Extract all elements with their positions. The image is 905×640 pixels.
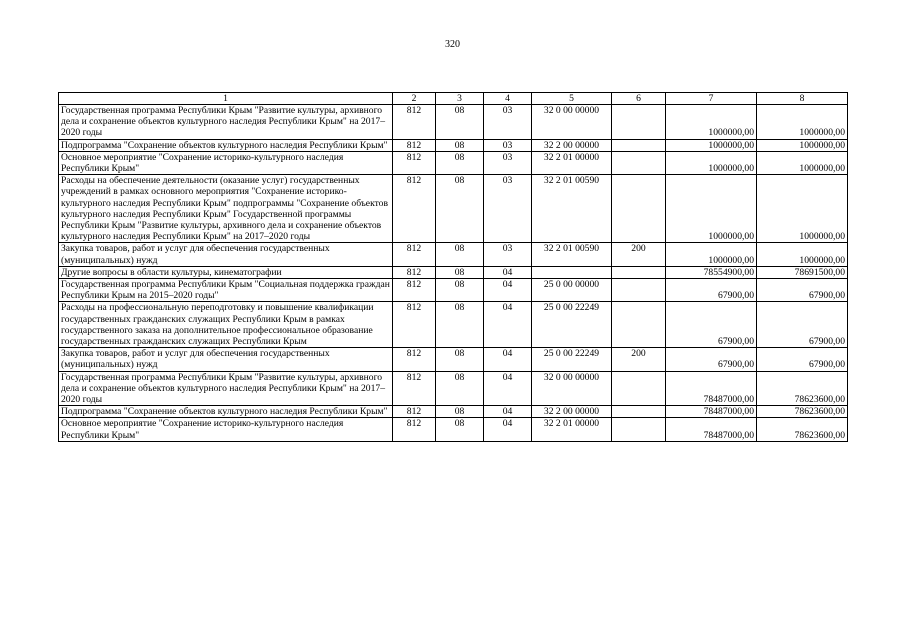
section-code-cell: 08 — [436, 243, 484, 266]
ministry-code-cell: 812 — [393, 418, 436, 441]
target-article-cell: 32 2 00 00000 — [532, 139, 612, 151]
expense-type-cell — [612, 406, 666, 418]
table-row — [59, 348, 848, 371]
amount-year1-cell: 78487000,00 — [666, 418, 757, 441]
section-code-cell: 08 — [436, 302, 484, 348]
amount-year1-cell: 1000000,00 — [666, 139, 757, 151]
ministry-code-cell: 812 — [393, 105, 436, 140]
target-article-cell — [532, 266, 612, 278]
row-name-cell: Основное мероприятие "Сохранение историко-культурного наследия Республики Крым" — [59, 418, 393, 441]
header-cell: 6 — [612, 93, 666, 105]
amount-year2-cell: 1000000,00 — [757, 243, 848, 266]
target-article-cell: 32 2 01 00590 — [532, 175, 612, 243]
amount-year2-cell: 67900,00 — [757, 279, 848, 302]
target-article-cell: 32 2 01 00000 — [532, 151, 612, 174]
row-name-cell: Закупка товаров, работ и услуг для обеспечения государственных (муниципальных) нужд — [59, 243, 393, 266]
amount-year2-cell: 78623600,00 — [757, 371, 848, 406]
header-cell: 1 — [59, 93, 393, 105]
row-name-cell: Государственная программа Республики Крым "Развитие культуры, архивного дела и сохранение объектов культурного наследия Республики Крым" на 2017–2020 годы — [59, 371, 393, 406]
amount-year2-cell: 1000000,00 — [757, 105, 848, 140]
expense-type-cell: 200 — [612, 348, 666, 371]
subsection-code-cell: 04 — [484, 302, 532, 348]
ministry-code-cell: 812 — [393, 266, 436, 278]
target-article-cell: 32 0 00 00000 — [532, 105, 612, 140]
subsection-code-cell: 03 — [484, 139, 532, 151]
expense-type-cell — [612, 175, 666, 243]
section-code-cell: 08 — [436, 371, 484, 406]
section-code-cell: 08 — [436, 151, 484, 174]
header-cell: 2 — [393, 93, 436, 105]
header-cell: 3 — [436, 93, 484, 105]
amount-year2-cell: 67900,00 — [757, 348, 848, 371]
row-name-cell: Подпрограмма "Сохранение объектов культурного наследия Республики Крым" — [59, 406, 393, 418]
ministry-code-cell: 812 — [393, 139, 436, 151]
subsection-code-cell: 04 — [484, 418, 532, 441]
section-code-cell: 08 — [436, 418, 484, 441]
table-row — [59, 105, 848, 140]
subsection-code-cell: 03 — [484, 175, 532, 243]
expense-type-cell — [612, 302, 666, 348]
target-article-cell: 25 0 00 22249 — [532, 302, 612, 348]
budget-table — [58, 92, 848, 442]
amount-year1-cell: 78554900,00 — [666, 266, 757, 278]
subsection-code-cell: 03 — [484, 243, 532, 266]
row-name-cell: Расходы на профессиональную переподготовку и повышение квалификации государственных гражданских служащих Республики Крым в рамках государственного заказа на дополнительное профессиональное образование государственных гражданских служащих Республики Крым — [59, 302, 393, 348]
expense-type-cell — [612, 139, 666, 151]
expense-type-cell — [612, 371, 666, 406]
ministry-code-cell: 812 — [393, 151, 436, 174]
section-code-cell: 08 — [436, 406, 484, 418]
row-name-cell: Другие вопросы в области культуры, кинематографии — [59, 266, 393, 278]
amount-year1-cell: 78487000,00 — [666, 406, 757, 418]
subsection-code-cell: 04 — [484, 279, 532, 302]
header-cell: 5 — [532, 93, 612, 105]
row-name-cell: Государственная программа Республики Крым "Развитие культуры, архивного дела и сохранение объектов культурного наследия Республики Крым" на 2017–2020 годы — [59, 105, 393, 140]
ministry-code-cell: 812 — [393, 302, 436, 348]
expense-type-cell — [612, 105, 666, 140]
table-row — [59, 302, 848, 348]
amount-year2-cell: 78623600,00 — [757, 406, 848, 418]
amount-year1-cell: 1000000,00 — [666, 151, 757, 174]
table-row — [59, 371, 848, 406]
row-name-cell: Основное мероприятие "Сохранение историко-культурного наследия Республики Крым" — [59, 151, 393, 174]
subsection-code-cell: 04 — [484, 348, 532, 371]
table-row — [59, 266, 848, 278]
table-row — [59, 406, 848, 418]
table-body — [59, 93, 848, 442]
amount-year1-cell: 1000000,00 — [666, 105, 757, 140]
ministry-code-cell: 812 — [393, 175, 436, 243]
amount-year2-cell: 78691500,00 — [757, 266, 848, 278]
expense-type-cell — [612, 279, 666, 302]
section-code-cell: 08 — [436, 105, 484, 140]
row-name-cell: Подпрограмма "Сохранение объектов культурного наследия Республики Крым" — [59, 139, 393, 151]
table-row — [59, 139, 848, 151]
expense-type-cell — [612, 266, 666, 278]
ministry-code-cell: 812 — [393, 406, 436, 418]
target-article-cell: 25 0 00 00000 — [532, 279, 612, 302]
amount-year1-cell: 78487000,00 — [666, 371, 757, 406]
header-cell: 7 — [666, 93, 757, 105]
table-row — [59, 175, 848, 243]
subsection-code-cell: 03 — [484, 151, 532, 174]
ministry-code-cell: 812 — [393, 243, 436, 266]
target-article-cell: 32 0 00 00000 — [532, 371, 612, 406]
amount-year1-cell: 67900,00 — [666, 348, 757, 371]
expense-type-cell: 200 — [612, 243, 666, 266]
amount-year1-cell: 1000000,00 — [666, 175, 757, 243]
header-cell: 4 — [484, 93, 532, 105]
subsection-code-cell: 04 — [484, 266, 532, 278]
page-number: 320 — [445, 39, 460, 50]
section-code-cell: 08 — [436, 348, 484, 371]
table-row — [59, 151, 848, 174]
amount-year1-cell: 67900,00 — [666, 279, 757, 302]
amount-year2-cell: 78623600,00 — [757, 418, 848, 441]
amount-year2-cell: 1000000,00 — [757, 139, 848, 151]
table-row — [59, 418, 848, 441]
section-code-cell: 08 — [436, 279, 484, 302]
expense-type-cell — [612, 418, 666, 441]
ministry-code-cell: 812 — [393, 348, 436, 371]
ministry-code-cell: 812 — [393, 279, 436, 302]
section-code-cell: 08 — [436, 266, 484, 278]
target-article-cell: 25 0 00 22249 — [532, 348, 612, 371]
expense-type-cell — [612, 151, 666, 174]
section-code-cell: 08 — [436, 175, 484, 243]
subsection-code-cell: 04 — [484, 371, 532, 406]
subsection-code-cell: 04 — [484, 406, 532, 418]
amount-year2-cell: 1000000,00 — [757, 151, 848, 174]
target-article-cell: 32 2 00 00000 — [532, 406, 612, 418]
amount-year1-cell: 1000000,00 — [666, 243, 757, 266]
amount-year1-cell: 67900,00 — [666, 302, 757, 348]
amount-year2-cell: 67900,00 — [757, 302, 848, 348]
table-row — [59, 243, 848, 266]
row-name-cell: Закупка товаров, работ и услуг для обеспечения государственных (муниципальных) нужд — [59, 348, 393, 371]
amount-year2-cell: 1000000,00 — [757, 175, 848, 243]
target-article-cell: 32 2 01 00000 — [532, 418, 612, 441]
header-cell: 8 — [757, 93, 848, 105]
section-code-cell: 08 — [436, 139, 484, 151]
target-article-cell: 32 2 01 00590 — [532, 243, 612, 266]
ministry-code-cell: 812 — [393, 371, 436, 406]
row-name-cell: Государственная программа Республики Крым "Социальная поддержка граждан Республики Крым на 2015–2020 годы" — [59, 279, 393, 302]
table-row — [59, 279, 848, 302]
subsection-code-cell: 03 — [484, 105, 532, 140]
header-row — [59, 93, 848, 105]
row-name-cell: Расходы на обеспечение деятельности (оказание услуг) государственных учреждений в рамках основного мероприятия "Сохранение историко-культурного наследия Республики Крым" подпрограммы "Сохранение объектов культурного наследия Республики Крым" Государственной программы Республики Крым "Развитие культуры, архивного дела и сохранение объектов культурного наследия Республики Крым" на 2017–2020 годы — [59, 175, 393, 243]
